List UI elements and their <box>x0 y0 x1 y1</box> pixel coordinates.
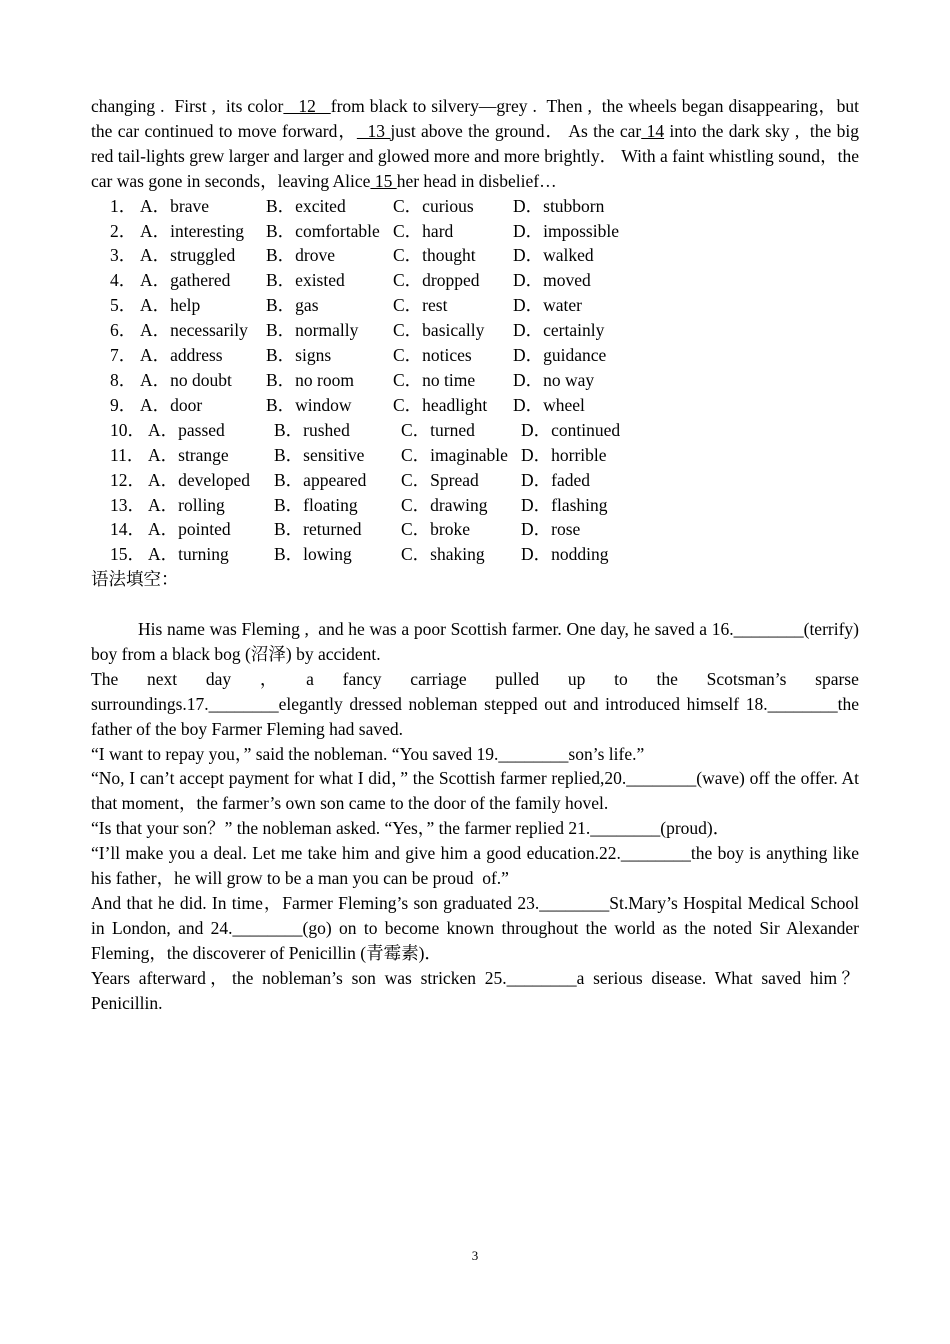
options-list <box>91 194 859 568</box>
option-d: D．nodding <box>521 544 609 565</box>
option-number: 2． <box>110 220 137 241</box>
word: the <box>656 668 678 689</box>
passage-ending <box>91 94 859 194</box>
option-number: 7． <box>110 345 137 366</box>
grammar-paragraph-5: “Is that your son？” the nobleman asked. “Yes，” the farmer replied 21.________(proud)． <box>91 818 731 839</box>
grammar-paragraph-3: “I want to repay you，” said the nobleman. “You saved 19.________son’s life.” <box>91 743 645 764</box>
option-d: D．wheel <box>513 394 585 415</box>
option-c: C．imaginable <box>401 444 508 465</box>
option-c: C．dropped <box>393 270 480 291</box>
option-d: D．faded <box>521 469 591 490</box>
option-b: B．appeared <box>274 469 367 490</box>
option-row <box>91 194 859 219</box>
option-a: A．passed <box>148 419 225 440</box>
word: up <box>567 668 586 689</box>
option-b: B．drove <box>266 245 336 266</box>
page-number: 3 <box>471 1248 479 1263</box>
option-a: A．turning <box>148 544 229 565</box>
option-number: 5． <box>110 295 137 316</box>
option-d: D．walked <box>513 245 594 266</box>
option-row <box>91 293 859 318</box>
passage-text: just above the ground． As the car <box>390 120 642 141</box>
word: carriage <box>410 668 467 689</box>
option-a: A．brave <box>140 195 210 216</box>
option-a: A．address <box>140 345 223 366</box>
option-c: C．no time <box>393 369 476 390</box>
grammar-paragraph-1: His name was Fleming , and he was a poor Scottish farmer. One day, he saved a 16.________(terrify) boy from a black bog (沼泽) by accident. <box>91 619 859 664</box>
word: next <box>146 668 178 689</box>
blank-12: 12 <box>283 96 331 116</box>
option-a: A．struggled <box>140 245 236 266</box>
option-c: C．rest <box>393 295 448 316</box>
option-b: B．returned <box>274 519 362 540</box>
option-row <box>91 443 859 468</box>
option-d: D．guidance <box>513 345 607 366</box>
option-a: A．help <box>140 295 201 316</box>
option-row <box>91 517 859 542</box>
option-c: C．hard <box>393 220 454 241</box>
option-d: D．continued <box>521 419 621 440</box>
option-d: D．certainly <box>513 320 605 341</box>
option-a: A．no doubt <box>140 369 232 390</box>
option-d: D．impossible <box>513 220 619 241</box>
word: a <box>306 668 314 689</box>
option-c: C．notices <box>393 345 472 366</box>
option-c: C．headlight <box>393 394 488 415</box>
word: day <box>205 668 232 689</box>
word: sparse <box>815 668 859 689</box>
option-d: D．stubborn <box>513 195 605 216</box>
option-b: B．floating <box>274 494 358 515</box>
option-number: 8． <box>110 369 137 390</box>
option-b: B．existed <box>266 270 345 291</box>
option-a: A．door <box>140 394 203 415</box>
option-b: B．signs <box>266 345 332 366</box>
passage-text: from black to silvery—grey . Then , the wheels began disappearing，but the car continued to move forward， <box>91 96 859 141</box>
option-a: A．gathered <box>140 270 231 291</box>
blank-15: 15 <box>370 170 397 191</box>
option-number: 13． <box>110 494 145 515</box>
option-b: B．comfortable <box>266 220 380 241</box>
option-number: 14． <box>110 519 145 540</box>
option-number: 3． <box>110 245 137 266</box>
option-b: B．window <box>266 394 352 415</box>
option-b: B．normally <box>266 320 359 341</box>
grammar-paragraph-4: “No, I can’t accept payment for what I did，” the Scottish farmer replied,20.________(wave) off the offer. At that moment，the farmer’s own son came to the door of the family hovel. <box>91 768 859 814</box>
grammar-paragraph-6: “I’ll make you a deal. Let me take him and give him a good education.22.________the boy is anything like his father，he will grow to be a man you can be proud of.” <box>91 843 859 889</box>
word: ， <box>259 668 278 689</box>
option-d: D．moved <box>513 270 591 291</box>
grammar-paragraph-7: And that he did. In time，Farmer Fleming’s son graduated 23.________St.Mary’s Hospital Medical School in London, and 24.________(go) on to become known throughout the world as the noted Sir Alexander Fleming，the discoverer of Penicillin (青霉素)． <box>91 892 859 963</box>
option-d: D．horrible <box>521 444 607 465</box>
option-b: B．rushed <box>274 419 350 440</box>
option-d: D．no way <box>513 369 595 390</box>
option-d: D．rose <box>521 519 581 540</box>
word: The <box>91 668 119 689</box>
blank-13: 13 <box>356 120 391 141</box>
option-number: 11． <box>110 444 145 465</box>
word: Scotsman’s <box>706 668 787 689</box>
grammar-paragraph-2: surroundings.17.________elegantly dressed nobleman stepped out and introduced himself 18.________the father of the boy Farmer Fleming had saved. <box>91 693 859 739</box>
option-row <box>91 542 859 567</box>
option-number: 10． <box>110 419 145 440</box>
word: fancy <box>342 668 382 689</box>
passage-text: into the dark sky , the big red tail-lights grew larger and larger and glowed more and more brightly． With a faint whistling sound，the car was gone in seconds，leaving Alice <box>91 120 860 191</box>
option-c: C．turned <box>401 419 475 440</box>
passage-text: her head in disbelief… <box>396 170 557 191</box>
option-row <box>91 268 859 293</box>
grammar-paragraph-8: Years afterward，the nobleman’s son was stricken 25.________a serious disease. What saved him？ Penicillin. <box>91 967 859 1013</box>
option-a: A．rolling <box>148 494 225 515</box>
option-number: 1． <box>110 195 137 216</box>
option-a: A．pointed <box>148 519 231 540</box>
option-row <box>91 468 859 493</box>
option-row <box>91 243 859 268</box>
option-row <box>91 318 859 343</box>
option-number: 15． <box>110 544 145 565</box>
option-row <box>91 418 859 443</box>
option-c: C．broke <box>401 519 471 540</box>
option-row <box>91 368 859 393</box>
option-b: B．gas <box>266 295 319 316</box>
option-b: B．no room <box>266 369 354 390</box>
option-row <box>91 219 859 244</box>
option-b: B．excited <box>266 195 346 216</box>
option-a: A．developed <box>148 469 251 490</box>
option-row <box>91 493 859 518</box>
option-c: C．drawing <box>401 494 488 515</box>
document-page <box>91 94 859 1016</box>
option-b: B．lowing <box>274 544 352 565</box>
option-row <box>91 343 859 368</box>
option-c: C．Spread <box>401 469 479 490</box>
option-row <box>91 393 859 418</box>
word: to <box>614 668 628 689</box>
option-b: B．sensitive <box>274 444 365 465</box>
option-a: A．necessarily <box>140 320 248 341</box>
option-c: C．thought <box>393 245 476 266</box>
option-number: 9． <box>110 394 137 415</box>
option-a: A．strange <box>148 444 229 465</box>
option-d: D．flashing <box>521 494 608 515</box>
word: pulled <box>495 668 540 689</box>
option-c: C．shaking <box>401 544 485 565</box>
option-number: 12． <box>110 469 145 490</box>
option-a: A．interesting <box>140 220 245 241</box>
option-number: 6． <box>110 320 137 341</box>
option-c: C．basically <box>393 320 485 341</box>
option-c: C．curious <box>393 195 474 216</box>
grammar-section-title: 语法填空： <box>91 569 179 590</box>
passage-text: changing . First , its color <box>91 96 284 116</box>
option-number: 4． <box>110 270 137 291</box>
grammar-paragraph-2-first-line <box>91 667 859 692</box>
blank-14: 14 <box>641 120 665 141</box>
option-d: D．water <box>513 295 583 316</box>
